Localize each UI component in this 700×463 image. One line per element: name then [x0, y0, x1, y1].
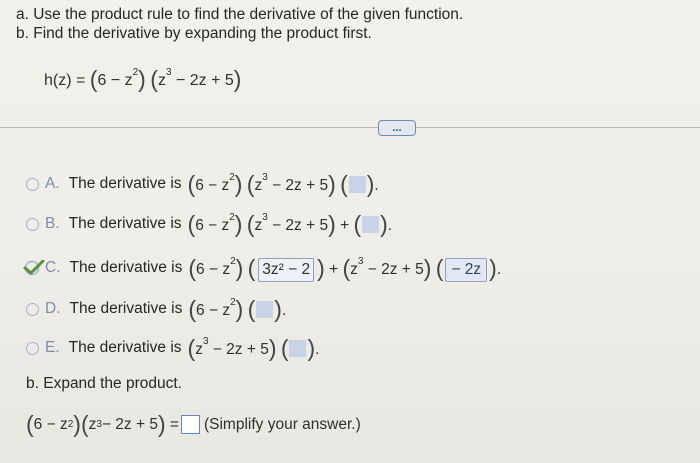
- radio-button-d[interactable]: [26, 303, 39, 316]
- answer-box[interactable]: [349, 176, 366, 193]
- part-b-heading: b. Expand the product.: [26, 375, 182, 392]
- option-e[interactable]: [26, 335, 319, 361]
- answer-box[interactable]: [256, 301, 273, 318]
- function-label: h(z) =: [44, 72, 86, 89]
- answer-input[interactable]: [181, 415, 200, 434]
- answer-field-2[interactable]: − 2z: [445, 258, 487, 282]
- option-expression: $(6 - z^2)$ ( 3z² − 2 ) + $(z^3 - 2z + 5)$ ( − 2z ).: [188, 254, 502, 281]
- function-definition: $h(z) = (6 - z^2)$ $(z^3 - 2z + 5)$: [44, 66, 242, 92]
- option-d[interactable]: [26, 296, 286, 322]
- answer-field-1[interactable]: 3z² − 2: [258, 258, 314, 282]
- option-expression: $(z^3 - 2z + 5)$ ( ).: [187, 334, 320, 361]
- option-b[interactable]: [26, 211, 392, 237]
- option-letter: A.: [45, 175, 60, 192]
- radio-button-b[interactable]: [26, 218, 39, 231]
- option-label: The derivative is: [68, 215, 182, 232]
- answer-box[interactable]: [289, 340, 306, 357]
- option-expression: $(6 - z^2)$ $(z^3 - 2z + 5)$ ( ).: [187, 170, 379, 197]
- option-expression: $(6 - z^2)$ ( ).: [188, 295, 287, 322]
- question-part-b: b. Find the derivative by expanding the product first.: [16, 25, 372, 42]
- option-c[interactable]: [26, 255, 501, 281]
- option-label: The derivative is: [69, 259, 183, 276]
- option-label: The derivative is: [68, 339, 182, 356]
- option-label: The derivative is: [68, 175, 182, 192]
- option-label: The derivative is: [69, 300, 183, 317]
- option-letter: D.: [45, 300, 61, 317]
- option-letter: C.: [45, 259, 61, 276]
- expand-expression: ( 6 − z 2 ) ( z 3 − 2z + 5 ) = (Simplify your answer.): [26, 411, 361, 437]
- checkmark-icon: [23, 260, 45, 276]
- option-expression: $(6 - z^2)$ $(z^3 - 2z + 5)$ + ( ).: [187, 210, 393, 237]
- more-options-button[interactable]: ...: [378, 120, 416, 136]
- simplify-hint: (Simplify your answer.): [203, 415, 361, 433]
- option-letter: E.: [45, 339, 60, 356]
- divider: [0, 127, 700, 128]
- question-part-a: a. Use the product rule to find the derivative of the given function.: [16, 6, 464, 23]
- radio-button-a[interactable]: [26, 178, 39, 191]
- option-letter: B.: [45, 215, 60, 232]
- radio-button-e[interactable]: [26, 342, 39, 355]
- radio-button-c[interactable]: [26, 262, 42, 275]
- answer-box[interactable]: [362, 216, 379, 233]
- option-a[interactable]: [26, 171, 379, 197]
